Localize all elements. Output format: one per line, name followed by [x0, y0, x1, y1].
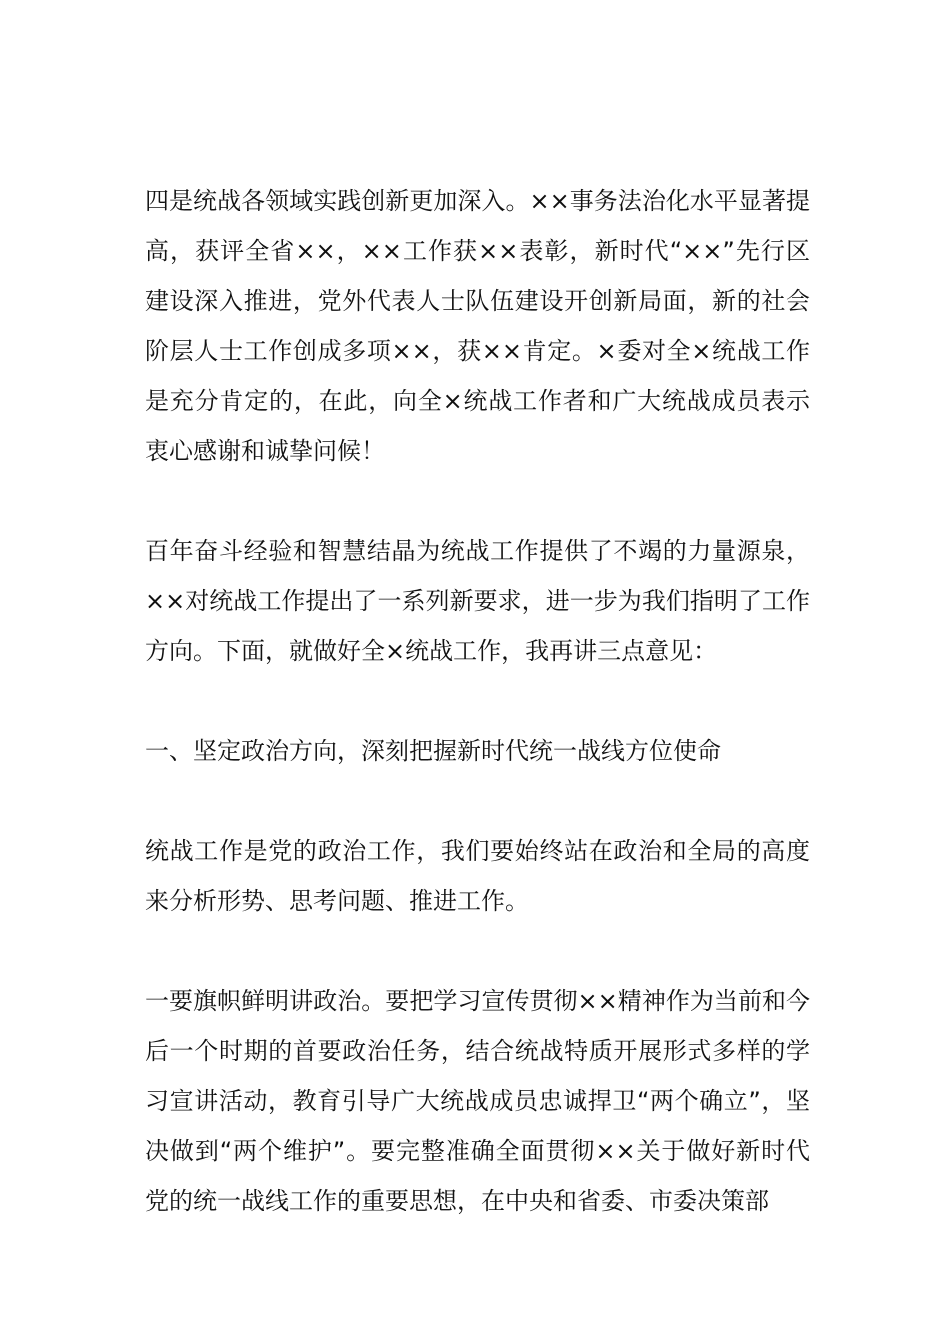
paragraph-first-requirement: 一要旗帜鲜明讲政治。要把学习宣传贯彻××精神作为当前和今后一个时期的首要政治任务，结合统战特质开展形式多样的学习宣讲活动，教育引导广大统战成员忠诚捍卫“两个确立”，坚决做到“两个维护”。要完整准确全面贯彻××关于做好新时代党的统一战线工作的重要思想，在中央和省委、市委决策部 — [145, 987, 810, 1215]
paragraph-achievements: 四是统战各领域实践创新更加深入。××事务法治化水平显著提高，获评全省××，××工作获××表彰，新时代“××”先行区建设深入推进，党外代表人士队伍建设开创新局面，新的社会阶层人士工作创成多项××，获××肯定。×委对全×统战工作是充分肯定的，在此，向全×统战工作者和广大统战成员表示衷心感谢和诚挚问候！ — [145, 187, 810, 465]
section-heading-one: 一、坚定政治方向，深刻把握新时代统一战线方位使命 — [145, 737, 721, 765]
paragraph-introduction: 百年奋斗经验和智慧结晶为统战工作提供了不竭的力量源泉，××对统战工作提出了一系列新要求，进一步为我们指明了工作方向。下面，就做好全×统战工作，我再讲三点意见： — [145, 537, 810, 665]
paragraph-political-work: 统战工作是党的政治工作，我们要始终站在政治和全局的高度来分析形势、思考问题、推进工作。 — [145, 837, 810, 915]
document-body — [145, 176, 810, 1226]
